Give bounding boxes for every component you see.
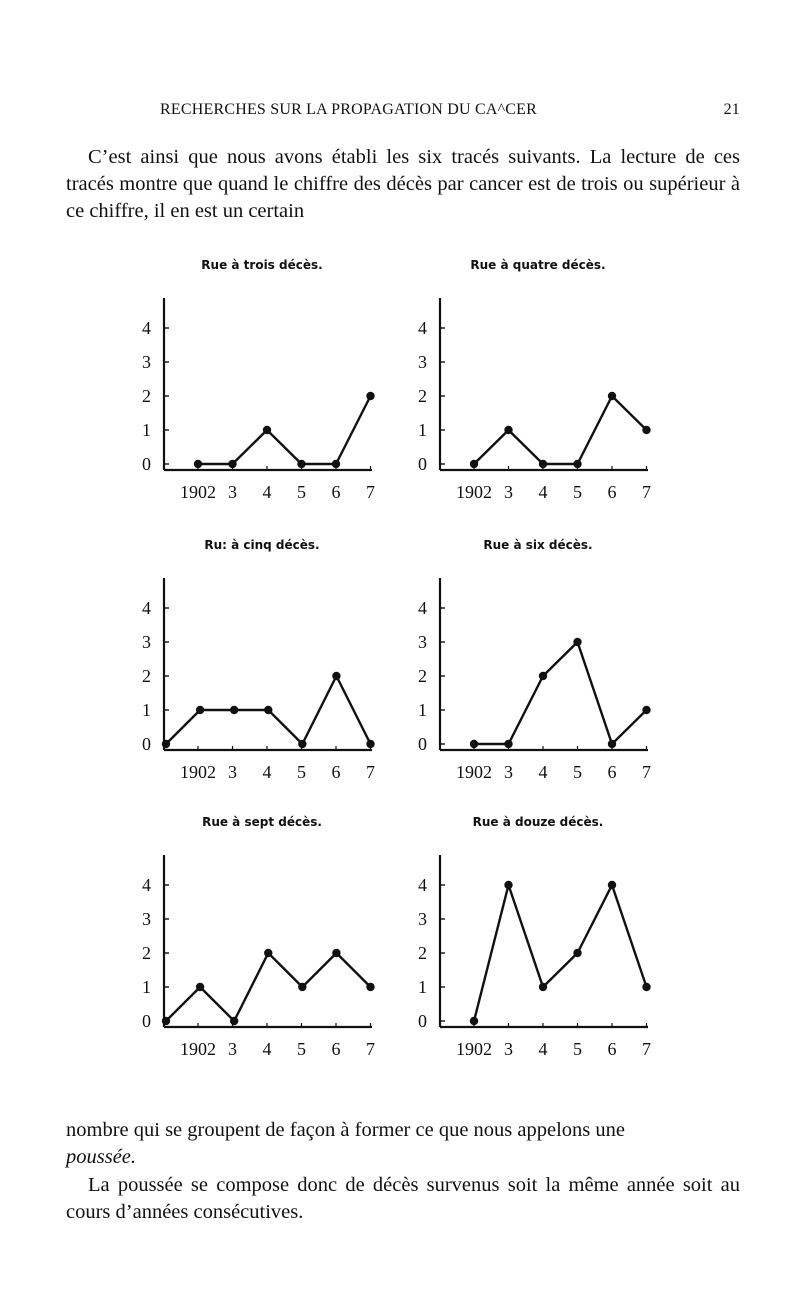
x-tick-label: 7 xyxy=(366,762,375,782)
y-tick-label: 2 xyxy=(418,943,427,963)
x-tick-label: 5 xyxy=(297,482,306,502)
chart-title: Ru: à cinq décès. xyxy=(204,538,320,552)
data-point xyxy=(504,881,512,889)
series-line xyxy=(198,396,371,464)
data-point xyxy=(332,949,340,957)
data-point xyxy=(539,672,547,680)
x-tick-label: 5 xyxy=(573,1039,582,1059)
data-point xyxy=(297,460,305,468)
y-tick-label: 3 xyxy=(418,352,427,372)
data-point xyxy=(230,1017,238,1025)
data-point xyxy=(332,460,340,468)
x-tick-label: 5 xyxy=(573,482,582,502)
data-point xyxy=(608,740,616,748)
data-point xyxy=(470,1017,478,1025)
y-tick-label: 2 xyxy=(418,666,427,686)
data-point xyxy=(573,460,581,468)
data-point xyxy=(263,426,271,434)
y-tick-label: 3 xyxy=(418,909,427,929)
y-tick-label: 1 xyxy=(142,700,151,720)
x-tick-label: 7 xyxy=(366,1039,375,1059)
poussee-term: poussée. xyxy=(66,1146,137,1168)
x-tick-label: 6 xyxy=(607,482,617,502)
line-chart-3 xyxy=(142,538,382,782)
series-line xyxy=(474,642,647,744)
x-tick-label: 6 xyxy=(331,762,341,782)
y-tick-label: 2 xyxy=(142,666,151,686)
data-point xyxy=(162,740,170,748)
y-tick-label: 1 xyxy=(418,977,427,997)
x-tick-label: 6 xyxy=(607,1039,617,1059)
data-point xyxy=(504,426,512,434)
data-point xyxy=(642,706,650,714)
chart-title: Rue à quatre décès. xyxy=(470,258,606,272)
line-chart-6 xyxy=(418,815,658,1059)
x-tick-label: 3 xyxy=(504,482,513,502)
chart-title: Rue à six décès. xyxy=(483,538,593,552)
y-tick-label: 3 xyxy=(142,909,151,929)
chart-title: Rue à trois décès. xyxy=(201,258,323,272)
data-point xyxy=(332,672,340,680)
data-point xyxy=(228,460,236,468)
y-tick-label: 3 xyxy=(142,352,151,372)
y-tick-label: 4 xyxy=(142,875,151,895)
y-tick-label: 0 xyxy=(142,454,151,474)
y-tick-label: 4 xyxy=(142,598,151,618)
data-point xyxy=(366,740,374,748)
x-tick-label: 1902 xyxy=(180,1039,216,1059)
data-point xyxy=(196,983,204,991)
data-point xyxy=(196,706,204,714)
y-tick-label: 3 xyxy=(142,632,151,652)
series-line xyxy=(474,396,647,464)
y-tick-label: 0 xyxy=(418,734,427,754)
x-tick-label: 4 xyxy=(538,1039,548,1059)
y-tick-label: 0 xyxy=(142,1011,151,1031)
line-chart-5 xyxy=(142,815,382,1059)
y-tick-label: 0 xyxy=(418,454,427,474)
line-chart-1 xyxy=(142,258,382,502)
x-tick-label: 7 xyxy=(642,482,651,502)
y-tick-label: 0 xyxy=(142,734,151,754)
data-point xyxy=(470,740,478,748)
x-tick-label: 4 xyxy=(538,482,548,502)
chart-plot xyxy=(418,815,658,1085)
x-tick-label: 6 xyxy=(331,482,341,502)
x-tick-label: 5 xyxy=(297,1039,306,1059)
chart-plot xyxy=(418,258,658,528)
y-tick-label: 4 xyxy=(418,875,427,895)
paragraph-definition: La poussée se compose donc de décès survenus soit la même année soit au cours d’années consécutives. xyxy=(66,1174,740,1223)
data-point xyxy=(230,706,238,714)
line-chart-2 xyxy=(418,258,658,502)
x-tick-label: 7 xyxy=(366,482,375,502)
x-tick-label: 4 xyxy=(262,482,272,502)
x-tick-label: 6 xyxy=(331,1039,341,1059)
x-tick-label: 5 xyxy=(573,762,582,782)
x-tick-label: 4 xyxy=(262,762,272,782)
x-tick-label: 3 xyxy=(504,1039,513,1059)
y-tick-label: 1 xyxy=(142,420,151,440)
data-point xyxy=(608,881,616,889)
data-point xyxy=(194,460,202,468)
data-point xyxy=(608,392,616,400)
y-tick-label: 1 xyxy=(418,420,427,440)
data-point xyxy=(642,426,650,434)
y-tick-label: 2 xyxy=(418,386,427,406)
line-chart-4 xyxy=(418,538,658,782)
x-tick-label: 1902 xyxy=(180,482,216,502)
x-tick-label: 3 xyxy=(228,762,237,782)
data-point xyxy=(470,460,478,468)
y-tick-label: 2 xyxy=(142,386,151,406)
data-point xyxy=(539,460,547,468)
page-number: 21 xyxy=(723,101,740,118)
x-tick-label: 7 xyxy=(642,762,651,782)
chart-plot xyxy=(142,815,382,1085)
data-point xyxy=(264,949,272,957)
y-tick-label: 1 xyxy=(142,977,151,997)
x-tick-label: 7 xyxy=(642,1039,651,1059)
data-point xyxy=(162,1017,170,1025)
x-tick-label: 3 xyxy=(504,762,513,782)
paragraph-poussee xyxy=(66,1117,740,1171)
chart-plot xyxy=(142,538,382,808)
series-line xyxy=(474,885,647,1021)
x-tick-label: 6 xyxy=(607,762,617,782)
x-tick-label: 3 xyxy=(228,482,237,502)
x-tick-label: 1902 xyxy=(456,1039,492,1059)
data-point xyxy=(573,638,581,646)
y-tick-label: 0 xyxy=(418,1011,427,1031)
y-tick-label: 4 xyxy=(142,318,151,338)
running-header xyxy=(160,101,740,125)
x-tick-label: 4 xyxy=(262,1039,272,1059)
chart-plot xyxy=(142,258,382,528)
data-point xyxy=(504,740,512,748)
y-tick-label: 3 xyxy=(418,632,427,652)
data-point xyxy=(264,706,272,714)
paragraph-poussee-text: nombre qui se groupent de façon à former ce que nous appelons une xyxy=(66,1119,626,1141)
x-tick-label: 1902 xyxy=(456,762,492,782)
x-tick-label: 3 xyxy=(228,1039,237,1059)
y-tick-label: 4 xyxy=(418,318,427,338)
x-tick-label: 1902 xyxy=(180,762,216,782)
paragraph-intro: C’est ainsi que nous avons établi les six tracés suivants. La lecture de ces tracés montre que quand le chiffre des décès par cancer est de trois ou supérieur à ce chiffre, il en est un certain xyxy=(66,146,740,222)
data-point xyxy=(573,949,581,957)
y-tick-label: 1 xyxy=(418,700,427,720)
y-tick-label: 4 xyxy=(418,598,427,618)
chart-plot xyxy=(418,538,658,808)
x-tick-label: 1902 xyxy=(456,482,492,502)
data-point xyxy=(298,740,306,748)
running-title: RECHERCHES SUR LA PROPAGATION DU CA^CER xyxy=(160,101,538,118)
data-point xyxy=(642,983,650,991)
chart-title: Rue à sept décès. xyxy=(202,815,322,829)
data-point xyxy=(539,983,547,991)
x-tick-label: 4 xyxy=(538,762,548,782)
x-tick-label: 5 xyxy=(297,762,306,782)
data-point xyxy=(366,392,374,400)
data-point xyxy=(298,983,306,991)
y-tick-label: 2 xyxy=(142,943,151,963)
chart-title: Rue à douze décès. xyxy=(472,815,604,829)
data-point xyxy=(366,983,374,991)
